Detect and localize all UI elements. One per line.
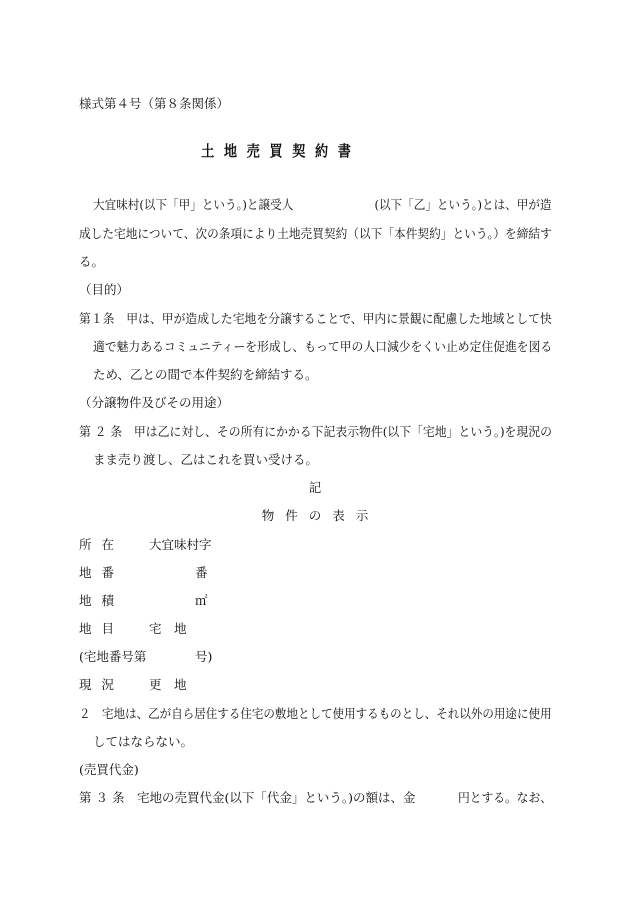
preamble-line-1: 大宜味村(以下「甲」という。)と譲受人 (以下「乙」という。)とは、甲が造	[93, 197, 552, 212]
lot-number-close: 号)	[195, 649, 213, 664]
article-3-line-1-part-1: 第 ３ 条 宅地の売買代金(以下「代金」という。)の額は、金	[79, 790, 416, 805]
location-value: 大宜味村字	[149, 537, 212, 552]
article-2-paragraph-2-line-1: ２ 宅地は、乙が自ら居住する住宅の敷地として使用するものとし、それ以外の用途に使用	[79, 706, 552, 721]
article-2-paragraph-2-line-2: してはならない。	[93, 734, 194, 749]
location-label: 所在	[79, 537, 125, 552]
area-value: ㎡	[195, 593, 208, 608]
lot-label: 地番	[79, 565, 125, 580]
category-value: 宅 地	[149, 621, 187, 636]
lot-value: 番	[195, 565, 208, 580]
document-title: 土地売買契約書	[201, 142, 361, 160]
preamble-line-2: 成した宅地について、次の条項により土地売買契約（以下「本件契約」という。）を締結す	[79, 226, 552, 241]
article-2-line-1: 第 ２ 条 甲は乙に対し、その所有にかかる下記表示物件(以下「宅地」という。)を現況の	[79, 424, 552, 439]
article-1-line-1: 第１条 甲は、甲が造成した宅地を分譲することで、甲内に景観に配慮した地域として快	[79, 311, 552, 326]
status-value: 更 地	[149, 677, 187, 692]
lot-number-open: (宅地番号第	[79, 649, 147, 664]
article-3-heading: (売買代金)	[79, 762, 139, 777]
ki-marker: 記	[308, 480, 322, 495]
preamble-line-3: る。	[79, 254, 105, 269]
property-heading: 物件の表示	[261, 508, 380, 523]
area-label: 地積	[79, 593, 125, 608]
status-label: 現況	[79, 677, 125, 692]
article-1-line-2: 適で魅力あるコミュニティーを形成し、もって甲の人口減少をくい止め定住促進を図る	[93, 339, 553, 354]
article-2-line-2: まま売り渡し、乙はこれを買い受ける。	[93, 452, 319, 467]
article-1-heading: （目的）	[79, 282, 130, 297]
category-label: 地目	[79, 621, 125, 636]
form-number: 様式第４号（第８条関係）	[79, 96, 230, 111]
article-1-line-3: ため、乙との間で本件契約を締結する。	[93, 367, 318, 382]
article-3-line-1-part-2: 円とする。なお、	[458, 790, 553, 805]
article-2-heading: （分譲物件及びその用途）	[79, 395, 230, 410]
